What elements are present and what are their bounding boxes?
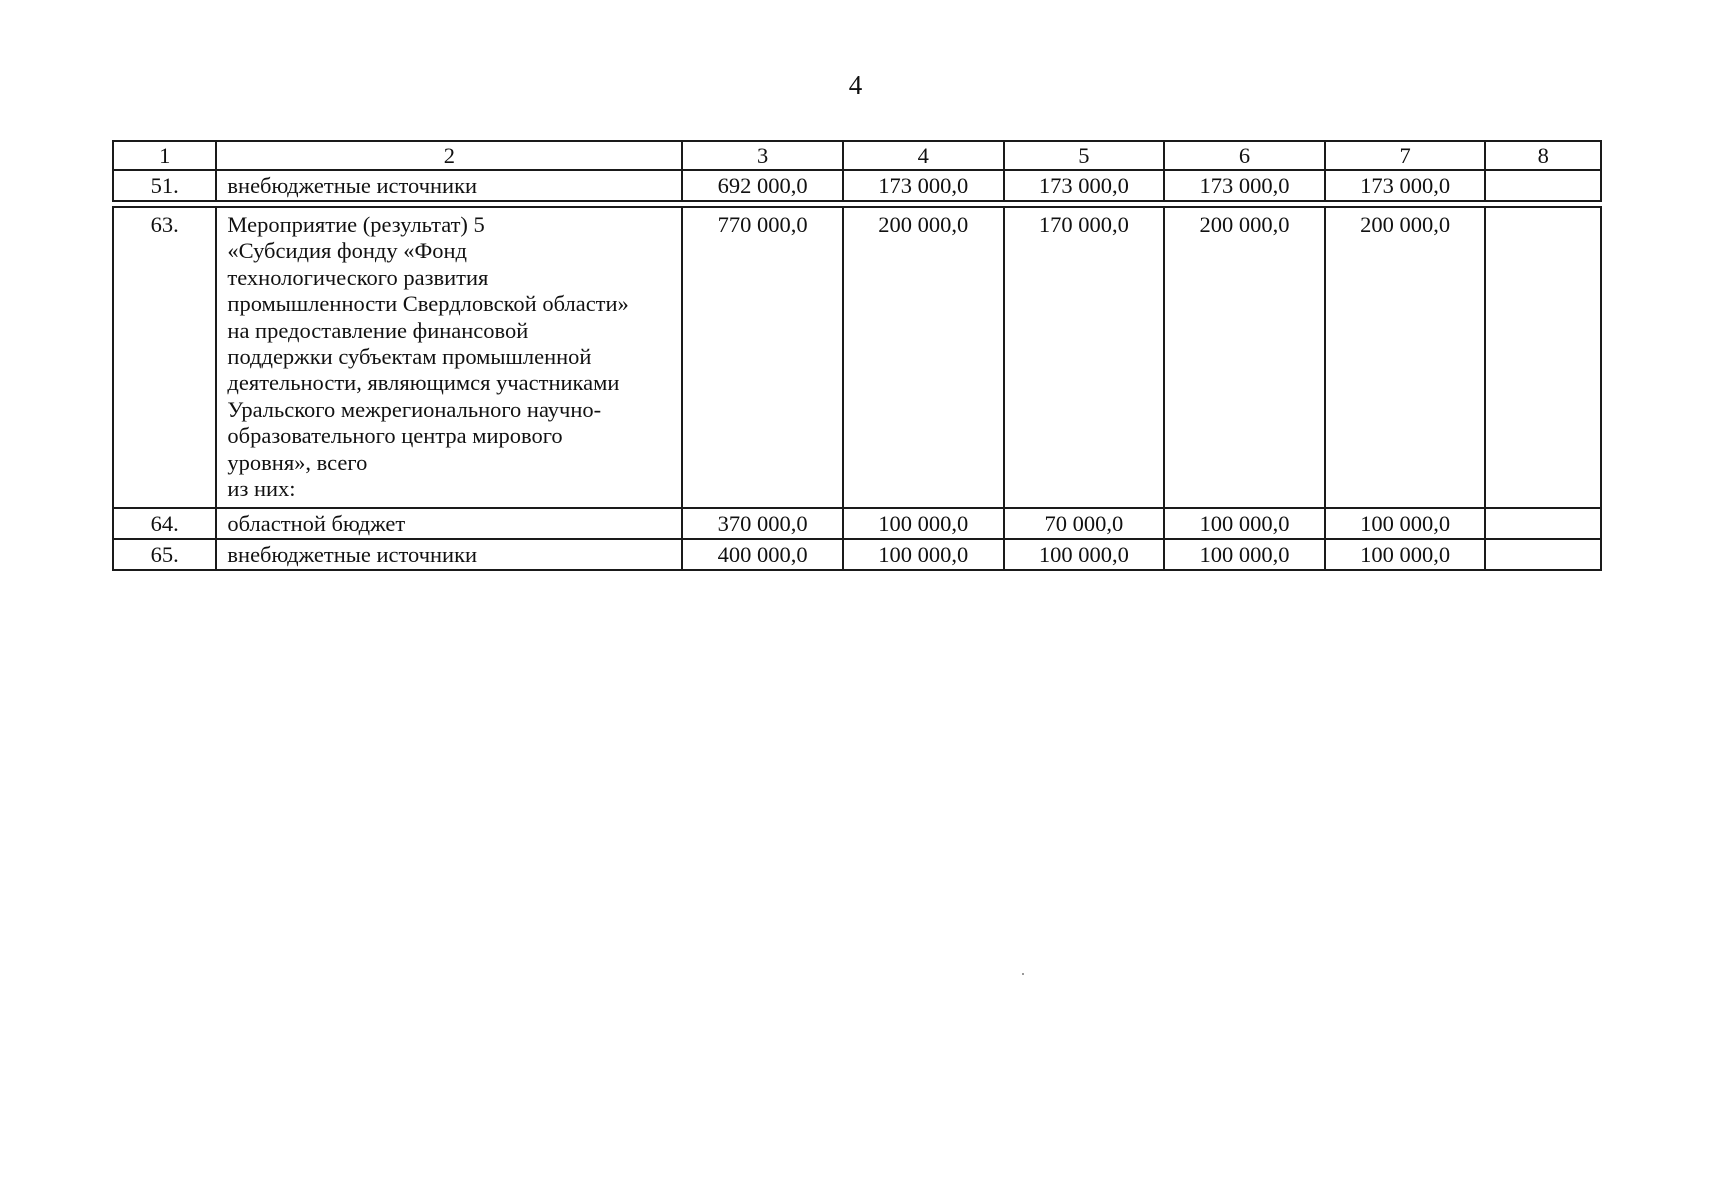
row-name-line: из них:: [227, 476, 296, 502]
row-value: 100 000,0: [1164, 508, 1325, 539]
table-row: [113, 508, 1601, 539]
column-header: 6: [1164, 141, 1325, 170]
row-value: [1485, 170, 1601, 201]
table-row: [113, 207, 1601, 508]
column-header: 1: [113, 141, 216, 170]
row-name-line: Уральского межрегионального научно-: [227, 396, 602, 422]
row-value: 692 000,0: [682, 170, 843, 201]
column-header: 5: [1004, 141, 1165, 170]
scan-speck: [1022, 973, 1024, 975]
row-name: внебюджетные источники: [216, 539, 682, 570]
table-row: [113, 170, 1601, 201]
row-name-line: поддержки субъектам промышленной: [227, 344, 592, 370]
row-value: 370 000,0: [682, 508, 843, 539]
column-header: 4: [843, 141, 1004, 170]
table-header-row: [113, 141, 1601, 170]
row-name: [216, 207, 682, 508]
row-value: 400 000,0: [682, 539, 843, 570]
row-name-line: деятельности, являющимся участниками: [227, 370, 620, 396]
row-value: 70 000,0: [1004, 508, 1165, 539]
row-name-line: уровня», всего: [227, 449, 368, 475]
row-number: 63.: [113, 207, 216, 508]
row-value: [1485, 508, 1601, 539]
row-name-line: образовательного центра мирового: [227, 423, 563, 449]
row-value: 173 000,0: [1325, 170, 1486, 201]
row-value: 173 000,0: [1004, 170, 1165, 201]
row-value: 170 000,0: [1004, 207, 1165, 508]
row-value: 200 000,0: [1164, 207, 1325, 508]
row-value: 173 000,0: [843, 170, 1004, 201]
row-name-line: промышленности Свердловской области»: [227, 291, 629, 317]
column-header: 8: [1485, 141, 1601, 170]
row-value: 100 000,0: [1325, 539, 1486, 570]
budget-table-part-2: [112, 206, 1602, 571]
row-value: [1485, 539, 1601, 570]
row-value: 200 000,0: [1325, 207, 1486, 508]
row-value: 200 000,0: [843, 207, 1004, 508]
row-name-line: «Субсидия фонду «Фонд: [227, 238, 467, 264]
row-value: 100 000,0: [1325, 508, 1486, 539]
row-value: [1485, 207, 1601, 508]
row-name-line: технологического развития: [227, 264, 489, 290]
row-value: 173 000,0: [1164, 170, 1325, 201]
row-number: 65.: [113, 539, 216, 570]
row-name: внебюджетные источники: [216, 170, 682, 201]
column-header: 7: [1325, 141, 1486, 170]
row-name-line: на предоставление финансовой: [227, 317, 529, 343]
row-value: 770 000,0: [682, 207, 843, 508]
column-header: 2: [216, 141, 682, 170]
row-number: 64.: [113, 508, 216, 539]
page-number: 4: [848, 70, 863, 100]
row-value: 100 000,0: [843, 508, 1004, 539]
column-header: 3: [682, 141, 843, 170]
budget-table-part-1: [112, 140, 1602, 202]
row-value: 100 000,0: [1164, 539, 1325, 570]
row-name: областной бюджет: [216, 508, 682, 539]
table-row: [113, 539, 1601, 570]
row-value: 100 000,0: [1004, 539, 1165, 570]
row-number: 51.: [113, 170, 216, 201]
row-name-line: Мероприятие (результат) 5: [227, 212, 485, 237]
row-value: 100 000,0: [843, 539, 1004, 570]
